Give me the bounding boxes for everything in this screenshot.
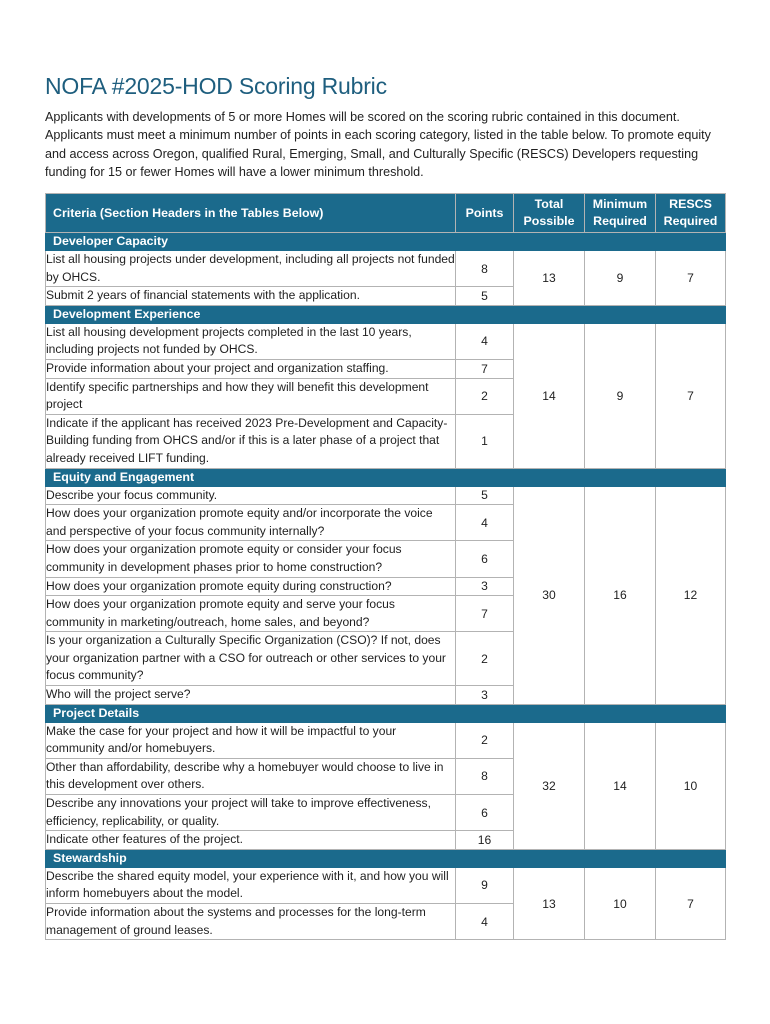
points-cell: 6 [456,541,514,577]
rescs-required-cell: 7 [656,323,726,468]
points-cell: 3 [456,686,514,705]
criteria-cell: Who will the project serve? [46,686,456,705]
table-header-row [46,194,726,233]
scoring-rubric-table [45,193,726,940]
header-total-possible: Total Possible [514,194,585,233]
points-cell: 2 [456,378,514,414]
header-rescs-required: RESCS Required [656,194,726,233]
points-cell: 7 [456,596,514,632]
points-cell: 4 [456,323,514,359]
minimum-required-cell: 9 [585,323,656,468]
section-header-row [46,468,726,486]
rescs-required-cell: 10 [656,722,726,849]
criteria-cell: How does your organization promote equity or consider your focus community in development phases prior to home construction? [46,541,456,577]
table-row [46,867,726,903]
criteria-cell: Identify specific partnerships and how they will benefit this development project [46,378,456,414]
total-possible-cell: 30 [514,486,585,704]
criteria-cell: Provide information about your project and organization staffing. [46,359,456,378]
points-cell: 4 [456,904,514,940]
points-cell: 3 [456,577,514,596]
criteria-cell: Indicate if the applicant has received 2023 Pre-Development and Capacity-Building funding from OHCS and/or if this is a later phase of a project that already received LIFT funding. [46,414,456,468]
minimum-required-cell: 14 [585,722,656,849]
total-possible-cell: 32 [514,722,585,849]
table-row [46,251,726,287]
section-development-experience: Development Experience [46,305,726,323]
header-minimum-required: Minimum Required [585,194,656,233]
criteria-cell: How does your organization promote equity during construction? [46,577,456,596]
points-cell: 8 [456,758,514,794]
criteria-cell: How does your organization promote equity and/or incorporate the voice and perspective of your focus community internally? [46,505,456,541]
rescs-required-cell: 7 [656,867,726,939]
points-cell: 2 [456,632,514,686]
total-possible-cell: 13 [514,867,585,939]
criteria-cell: Describe your focus community. [46,486,456,505]
minimum-required-cell: 9 [585,251,656,306]
criteria-cell: Make the case for your project and how it will be impactful to your community and/or homebuyers. [46,722,456,758]
criteria-cell: Describe the shared equity model, your experience with it, and how you will inform homebuyers about the model. [46,867,456,903]
criteria-cell: How does your organization promote equity and serve your focus community in marketing/outreach, home sales, and beyond? [46,596,456,632]
section-developer-capacity: Developer Capacity [46,233,726,251]
rescs-required-cell: 7 [656,251,726,306]
points-cell: 1 [456,414,514,468]
section-header-row [46,704,726,722]
total-possible-cell: 14 [514,323,585,468]
points-cell: 6 [456,795,514,831]
section-equity-and-engagement: Equity and Engagement [46,468,726,486]
points-cell: 9 [456,867,514,903]
section-header-row [46,849,726,867]
page-title: NOFA #2025-HOD Scoring Rubric [45,73,387,99]
table-row [46,722,726,758]
minimum-required-cell: 10 [585,867,656,939]
section-stewardship: Stewardship [46,849,726,867]
header-criteria: Criteria (Section Headers in the Tables Below) [46,194,456,233]
criteria-cell: Is your organization a Culturally Specific Organization (CSO)? If not, does your organization partner with a CSO for outreach or other services to your focus community? [46,632,456,686]
points-cell: 16 [456,831,514,850]
criteria-cell: List all housing development projects completed in the last 10 years, including projects not funded by OHCS. [46,323,456,359]
criteria-cell: Other than affordability, describe why a homebuyer would choose to live in this development over others. [46,758,456,794]
points-cell: 4 [456,505,514,541]
intro-paragraph: Applicants with developments of 5 or more Homes will be scored on the scoring rubric contained in this document. Applicants must meet a minimum number of points in each scoring category, listed in the table below. To promote equity and access across Oregon, qualified Rural, Emerging, Small, and Culturally Specific (RESCS) Developers requesting funding for 15 or fewer Homes will have a lower minimum threshold. [45,110,711,180]
points-cell: 7 [456,359,514,378]
section-project-details: Project Details [46,704,726,722]
header-points: Points [456,194,514,233]
points-cell: 5 [456,486,514,505]
section-header-row [46,233,726,251]
total-possible-cell: 13 [514,251,585,306]
table-row [46,323,726,359]
table-row [46,486,726,505]
rescs-required-cell: 12 [656,486,726,704]
minimum-required-cell: 16 [585,486,656,704]
criteria-cell: List all housing projects under development, including all projects not funded by OHCS. [46,251,456,287]
criteria-cell: Provide information about the systems and processes for the long-term management of ground leases. [46,904,456,940]
points-cell: 2 [456,722,514,758]
points-cell: 8 [456,251,514,287]
points-cell: 5 [456,287,514,306]
criteria-cell: Describe any innovations your project will take to improve effectiveness, efficiency, replicability, or quality. [46,795,456,831]
criteria-cell: Submit 2 years of financial statements with the application. [46,287,456,306]
section-header-row [46,305,726,323]
criteria-cell: Indicate other features of the project. [46,831,456,850]
